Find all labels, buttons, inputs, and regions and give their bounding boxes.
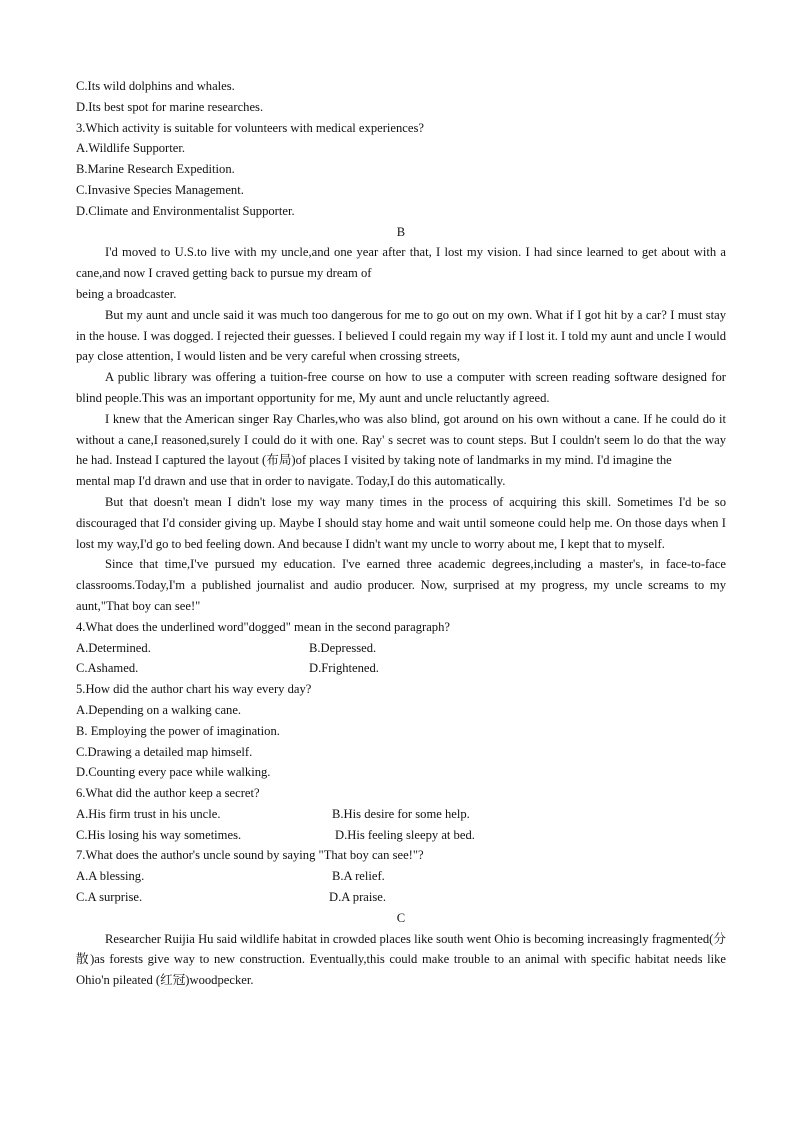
q2-option-d: D.Its best spot for marine researches. [76,99,264,114]
q7-option-a: A.A blessing. [76,869,145,884]
q7-option-d: D.A praise. [329,890,387,905]
q6-option-b: B.His desire for some help. [332,806,470,821]
passage-b-paragraph-2: But my aunt and uncle said it was much too dangerous for me to go out on my own. What if I got hit by a car? I must stay in the house. I was dogged. I rejected their guesses. I believed I could regain my way if I lost it. I told my aunt and uncle I would pay close attention, I would listen and be very careful when crossing streets, [76,307,726,364]
q6-option-a: A.His firm trust in his uncle. [76,806,221,821]
q3-option-a: A.Wildlife Supporter. [76,141,185,156]
q7-stem: 7.What does the author's uncle sound by saying "That boy can see!"? [76,848,424,863]
q3-stem: 3.Which activity is suitable for volunteers with medical experiences? [76,120,424,135]
q7-options-row-1 [76,866,726,887]
q3-option-c: C.Invasive Species Management. [76,182,244,197]
exam-page [76,76,726,991]
section-b-heading: B [396,224,406,239]
q7-option-b: B.A relief. [332,869,385,884]
q6-option-c: C.His losing his way sometimes. [76,827,242,842]
section-c-heading: C [396,910,406,925]
q6-options-row-1 [76,804,726,825]
q4-option-a: A.Determined. [76,640,151,655]
q5-option-d: D.Counting every pace while walking. [76,765,271,780]
q7-option-c: C.A surprise. [76,890,143,905]
q6-stem: 6.What did the author keep a secret? [76,786,260,801]
q5-option-c: C.Drawing a detailed map himself. [76,744,253,759]
passage-c-paragraph-1: Researcher Ruijia Hu said wildlife habitat in crowded places like south went Ohio is becoming increasingly fragmented(分散)as forests give way to new construction. Eventually,this could make trouble to an animal with specific habitat needs like Ohio'n pileated (红冠)woodpecker. [76,931,726,988]
q2-option-c: C.Its wild dolphins and whales. [76,79,235,93]
q4-options-row-1 [76,638,726,659]
passage-b-paragraph-5: But that doesn't mean I didn't lose my way many times in the process of acquiring this skill. Sometimes I'd be so discouraged that I'd consider giving up. Maybe I should stay home and wait until someone could help me. On those days when I lost my way,I'd go to bed feeling down. And because I didn't want my uncle to worry about me, I kept that to myself. [76,494,726,551]
q4-option-d: D.Frightened. [309,661,379,676]
q5-option-a: A.Depending on a walking cane. [76,702,242,717]
q4-options-row-2 [76,658,726,679]
passage-b-paragraph-6: Since that time,I've pursued my education. I've earned three academic degrees,including a master's, in face-to-face classrooms.Today,I'm a published journalist and audio producer. Now, surprised at my progress, my uncle screams to my aunt,"That boy can see!" [76,557,726,613]
q3-option-d: D.Climate and Environmentalist Supporter. [76,203,295,218]
q5-stem: 5.How did the author chart his way every day? [76,682,312,697]
passage-b-paragraph-3: A public library was offering a tuition-free course on how to use a computer with screen reading software designed for blind people.This was an important opportunity for me, My aunt and uncle reluctantly agreed. [76,370,726,405]
q7-options-row-2 [76,887,726,908]
q4-option-b: B.Depressed. [309,640,377,655]
passage-b-paragraph-4-tail: mental map I'd drawn and use that in order to navigate. Today,I do this automatically. [76,474,506,489]
q4-stem: 4.What does the underlined word"dogged" mean in the second paragraph? [76,619,450,634]
q4-option-c: C.Ashamed. [76,661,139,676]
q6-option-d: D.His feeling sleepy at bed. [335,827,475,842]
passage-b-paragraph-1-tail: being a broadcaster. [76,286,177,301]
passage-b-paragraph-4: I knew that the American singer Ray Charles,who was also blind, got around on his own without a cane. If he could do it without a cane,I reasoned,surely I could do it with one. Ray' s secret was to count steps. But I couldn't seem lo do that the way he had. Instead I captured the layout (布局)of places I visited by taking note of landmarks in my mind. I'd imagine the [76,411,726,468]
q5-option-b: B. Employing the power of imagination. [76,723,280,738]
passage-b-paragraph-1: I'd moved to U.S.to live with my uncle,and one year after that, I lost my vision. I had since learned to get about with a cane,and now I craved getting back to pursue my dream of [76,245,726,281]
q6-options-row-2 [76,825,726,846]
q3-option-b: B.Marine Research Expedition. [76,162,235,177]
